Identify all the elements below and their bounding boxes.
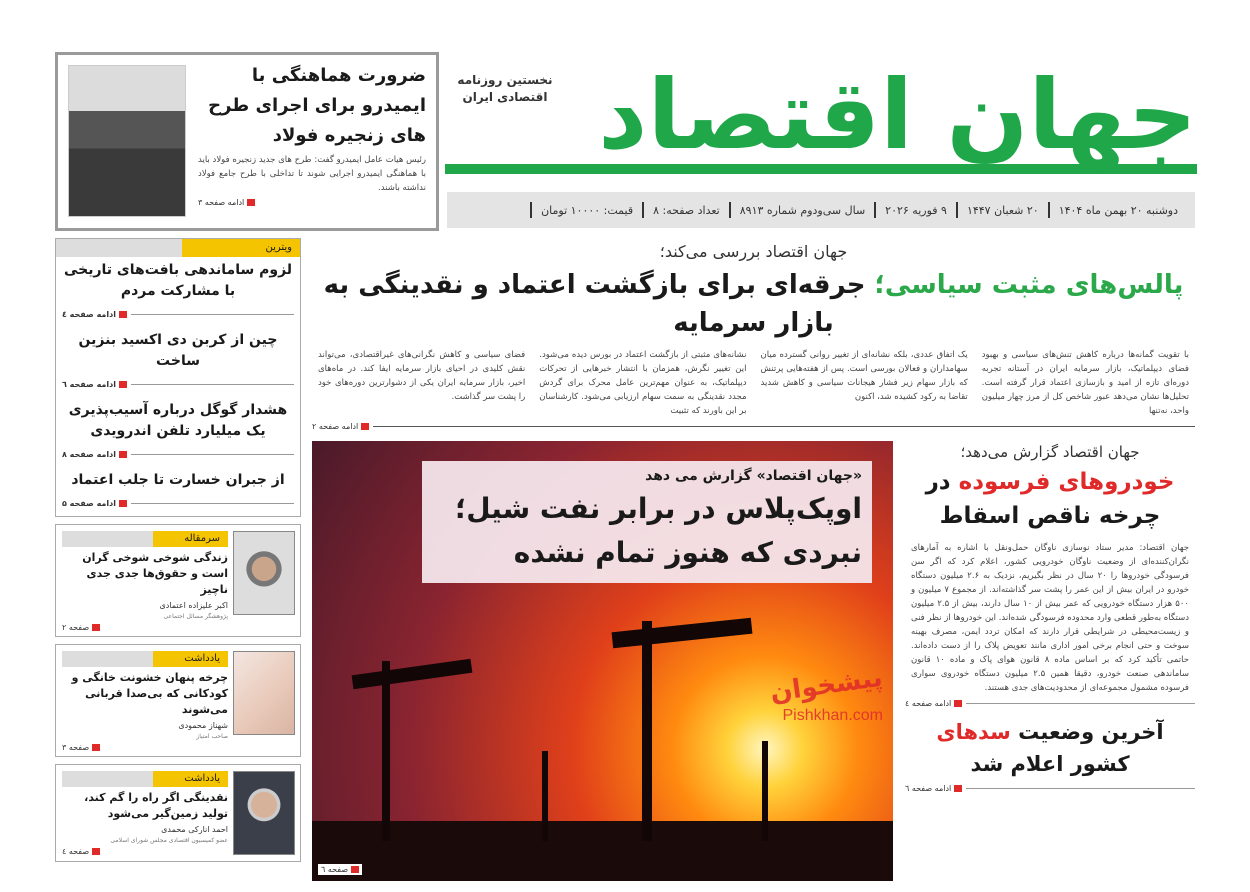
lead-column: با تقویت گمانه‌ها درباره کاهش تنش‌های سیاسی و بهبود فضای دیپلماتیک، بازار سرمایه ایران در آستانه تجربه دوره‌ای تازه از امید و بازسازی اعتماد قرار گرفته است. تحلیل‌ها نشان می‌دهد عبور شاخص کل از مرز چهار میلیون واحد، نه‌تنها	[981, 350, 1189, 416]
continue-link[interactable]	[198, 198, 426, 207]
continue-label: ادامه صفحه ۲	[312, 422, 359, 431]
note-box[interactable]	[55, 644, 301, 757]
vitrine-item[interactable]	[56, 257, 300, 327]
divider	[131, 314, 294, 315]
continue-label: ادامه صفحه ٦	[62, 380, 116, 389]
continue-link[interactable]	[62, 304, 127, 325]
writing-hand-photo	[233, 651, 295, 735]
dams-headline-red: سدهای	[936, 720, 1011, 744]
vitrine-title: لزوم ساماندهی بافت‌های تاریخی با مشارکت مردم	[63, 262, 293, 299]
dams-headline-part: کشور اعلام شد	[970, 752, 1130, 776]
arrow-icon	[92, 848, 100, 855]
separator	[1048, 202, 1050, 218]
arrow-icon	[247, 199, 255, 206]
continue-link[interactable]	[62, 743, 228, 752]
rig-silhouette	[642, 621, 652, 841]
ground-silhouette	[312, 821, 893, 881]
continue-link[interactable]	[62, 374, 127, 395]
vitrine-footer	[62, 304, 294, 325]
author-role: پژوهشگر مسائل اجتماعی	[163, 613, 228, 620]
section-header	[62, 771, 228, 787]
arrow-icon	[954, 785, 962, 792]
pishkhan-watermark	[733, 662, 885, 741]
note-box[interactable]	[55, 764, 301, 862]
cars-headline-part: چرخه ناقص اسقاط	[939, 503, 1161, 529]
vitrine-box	[55, 238, 301, 517]
dams-footer	[905, 784, 1195, 793]
rig-silhouette	[612, 618, 753, 649]
date-persian: دوشنبه ۲۰ بهمن ماه ۱۴۰۴	[1058, 203, 1178, 217]
oil-rigs-sunset-photo	[312, 441, 893, 881]
divider	[966, 788, 1195, 789]
author-name: احمد انارکی محمدی	[161, 825, 228, 834]
arrow-icon	[119, 311, 127, 318]
watermark-fa: پیشخوان	[768, 662, 885, 709]
author-name: اکبر علیزاده اعتمادی	[159, 601, 228, 610]
masthead-tagline: نخستین روزنامه اقتصادی ایران	[457, 73, 553, 104]
continue-label: ادامه صفحه ۳	[198, 198, 245, 207]
continue-label: ادامه صفحه ٤	[62, 310, 116, 319]
continue-label: ادامه صفحه ۵	[62, 499, 116, 508]
lead-headline[interactable]	[312, 266, 1195, 342]
vitrine-footer	[62, 493, 294, 514]
rig-silhouette	[352, 659, 473, 690]
cars-story	[905, 441, 1195, 793]
feature-headline-box[interactable]	[422, 461, 872, 583]
continue-link[interactable]	[62, 847, 228, 856]
vitrine-title: چین از کربن دی اکسید بنزین ساخت	[78, 332, 278, 369]
divider	[131, 454, 294, 455]
section-label: سرمقاله	[153, 531, 228, 547]
vitrine-item[interactable]	[56, 397, 300, 467]
lead-footer	[312, 422, 1195, 431]
masthead-logo	[445, 60, 1197, 180]
arrow-icon	[119, 451, 127, 458]
cars-body: جهان اقتصاد: مدیر ستاد نوسازی ناوگان حمل‌ونقل با اشاره به آمارهای نگران‌کننده‌ای از وضعیت ناوگان خودرویی کشور، اعلام کرد که اگر سن فرسودگی خودروها را ۲۰ سال در نظر بگیریم، نزدیک به ۲.۶ میلیون دستگاه خودرو در ایران بیش از این عمر را پشت سر گذاشته‌اند. از مجموع ۷ میلیون و ۵۰۰ هزار دستگاه خودرویی که عمر بیش از ۱۰ سال دارند، بیش از ۲.۵ میلیون دستگاه به‌طور قطعی وارد محدوده فرسودگی شده‌اند. این خودروها از نظر فنی و زیست‌محیطی در شرایطی قرار دارند که امکان تردد ایمن، مصرف بهینه سوخت و حتی انجام برخی امور اداری مانند تعویض پلاک را از دست داده‌اند. حاتمی تأکید کرد که بر اساس ماده ۸ قانون هوای پاک و ماده ۱۰ قانون ساماندهی صنعت خودرو، دقیقا همین ۲.۵ میلیون دستگاه خودروی سواری فرسوده مشمول مجموعه‌ای از محدودیت‌های جدی هستند.	[911, 543, 1190, 693]
watermark-en: Pishkhan.com	[782, 707, 883, 724]
continue-link[interactable]	[62, 444, 127, 465]
cars-footer	[905, 699, 1195, 708]
lead-body	[312, 348, 1195, 418]
editorial-box[interactable]	[55, 524, 301, 637]
divider	[966, 703, 1195, 704]
masthead-name: جهان اقتصاد	[598, 59, 1197, 171]
continue-label: ادامه صفحه ٤	[905, 699, 952, 708]
dams-headline-part: آخرین وضعیت	[1010, 720, 1164, 744]
main-area	[312, 240, 1195, 881]
section-label: یادداشت	[153, 651, 228, 667]
continue-label: ادامه صفحه ۸	[62, 450, 116, 459]
lead-column: فضای سیاسی و کاهش نگرانی‌های غیراقتصادی، می‌تواند نقش کلیدی در احیای بازار سرمایه ایفا کند. در ماه‌های اخیر، بازار سرمایه ایران یکی از دشوارترین دوره‌های خود را پشت سر گذاشت.	[318, 350, 526, 402]
continue-label: صفحه ۲	[62, 623, 90, 632]
feature-kicker: «جهان اقتصاد» گزارش می دهد	[645, 468, 862, 484]
lead-column: نشانه‌های مثبتی از بازگشت اعتماد در بورس دیده می‌شود. این تغییر نگرش، همزمان با انتشار خبرهایی از تحرکات دیپلماتیک، به عنوان مهم‌ترین عامل محرک برای گردش مجدد نقدینگی به سمت سهام ارزیابی می‌شود. کارشناسان بر این باورند که تثبیت	[539, 350, 747, 416]
divider	[131, 384, 294, 385]
vitrine-item[interactable]	[56, 467, 300, 516]
dams-headline[interactable]	[905, 716, 1195, 780]
cars-kicker: جهان اقتصاد گزارش می‌دهد؛	[960, 443, 1140, 461]
vitrine-header	[56, 239, 300, 257]
cars-headline-part: در	[925, 469, 959, 495]
continue-label: صفحه ٤	[62, 847, 90, 856]
author-photo	[233, 531, 295, 615]
divider	[131, 503, 294, 504]
lead-headline-black: جرقه‌ای برای بازگشت اعتماد و نقدینگی به بازار سرمایه	[323, 270, 875, 338]
continue-link[interactable]	[905, 784, 962, 793]
vitrine-title: هشدار گوگل درباره آسیب‌پذیری یک میلیارد تلفن اندرویدی	[68, 402, 288, 439]
vitrine-item[interactable]	[56, 327, 300, 397]
date-bar	[447, 192, 1195, 228]
cars-headline[interactable]	[905, 465, 1195, 533]
opinion-title[interactable]: چرخه پنهان خشونت خانگی و کودکانی که بی‌صدا قربانی می‌شوند	[71, 671, 228, 716]
arrow-icon	[119, 500, 127, 507]
arrow-icon	[92, 624, 100, 631]
continue-link[interactable]	[62, 493, 127, 514]
arrow-icon	[954, 700, 962, 707]
author-role: عضو کمیسیون اقتصادی مجلس شورای اسلامی	[110, 837, 228, 844]
top-story-body: رئیس هیات عامل ایمیدرو گفت: طرح های جدید زنجیره فولاد باید با هماهنگی ایمیدرو اجرایی شوند تا تداخلی با طرح جامع فولاد نداشته باشند.	[198, 155, 426, 193]
section-header	[62, 651, 228, 667]
continue-link[interactable]	[312, 422, 369, 431]
continue-label: صفحه ٦	[321, 865, 349, 874]
divider	[373, 426, 1195, 427]
meeting-photo	[68, 65, 186, 217]
section-header	[62, 531, 228, 547]
rig-silhouette	[382, 661, 390, 841]
continue-link[interactable]	[905, 699, 962, 708]
arrow-icon	[361, 423, 369, 430]
separator	[874, 202, 876, 218]
continue-link[interactable]	[318, 864, 362, 875]
separator	[642, 202, 644, 218]
author-photo	[233, 771, 295, 855]
vitrine-footer	[62, 374, 294, 395]
lead-kicker: جهان اقتصاد بررسی می‌کند؛	[659, 242, 848, 261]
section-label: یادداشت	[153, 771, 228, 787]
opinion-title[interactable]: زندگی شوخی شوخی گران است و حقوق‌ها جدی جدی ناچیز	[82, 551, 228, 596]
separator	[729, 202, 731, 218]
rig-silhouette	[542, 751, 548, 841]
author-name: شهناز محمودی	[178, 721, 228, 730]
arrow-icon	[92, 744, 100, 751]
left-column	[55, 238, 301, 862]
page-count: تعداد صفحه: ۸	[653, 203, 720, 217]
separator	[956, 202, 958, 218]
lower-area	[312, 441, 1195, 881]
vitrine-footer	[62, 444, 294, 465]
author-role: صاحب امتیاز	[196, 733, 228, 740]
lead-column: یک اتفاق عددی، بلکه نشانه‌ای از تغییر روانی گسترده میان سهامداران و فعالان بورسی است. پس از هفته‌هایی پرتنش که بازار سهام زیر فشار هیجانات سیاسی و کاهش شدید تقاضا به رکود کشیده شد، اکنون	[760, 350, 968, 402]
top-story-headline[interactable]: ضرورت هماهنگی با ایمیدرو برای اجرای طرح های زنجیره فولاد	[208, 65, 426, 146]
continue-label: ادامه صفحه ٦	[905, 784, 952, 793]
arrow-icon	[351, 866, 359, 873]
lead-headline-green: پالس‌های مثبت سیاسی؛	[874, 270, 1184, 300]
rig-silhouette	[762, 741, 768, 841]
top-story-box[interactable]	[55, 52, 439, 231]
opinion-title[interactable]: نقدینگی اگر راه را گم کند، تولید زمین‌گیر می‌شود	[84, 791, 228, 820]
separator	[530, 202, 532, 218]
cars-headline-red: خودروهای فرسوده	[958, 469, 1175, 495]
date-hijri: ۲۰ شعبان ۱۴۴۷	[966, 203, 1039, 217]
feature-headline[interactable]: اوپک‌پلاس در برابر نفت شیل؛ نبردی که هنوز تمام نشده	[455, 492, 862, 569]
issue-number: سال سی‌ودوم شماره ۸۹۱۳	[739, 203, 866, 217]
price: قیمت: ۱۰۰۰۰ تومان	[541, 203, 634, 217]
vitrine-title: از جبران خسارت تا جلب اعتماد	[71, 472, 285, 488]
date-gregorian: ۹ فوریه ۲۰۲۶	[885, 203, 947, 217]
continue-label: صفحه ۳	[62, 743, 90, 752]
vitrine-label: ویترین	[182, 239, 300, 257]
arrow-icon	[119, 381, 127, 388]
continue-link[interactable]	[62, 623, 228, 632]
